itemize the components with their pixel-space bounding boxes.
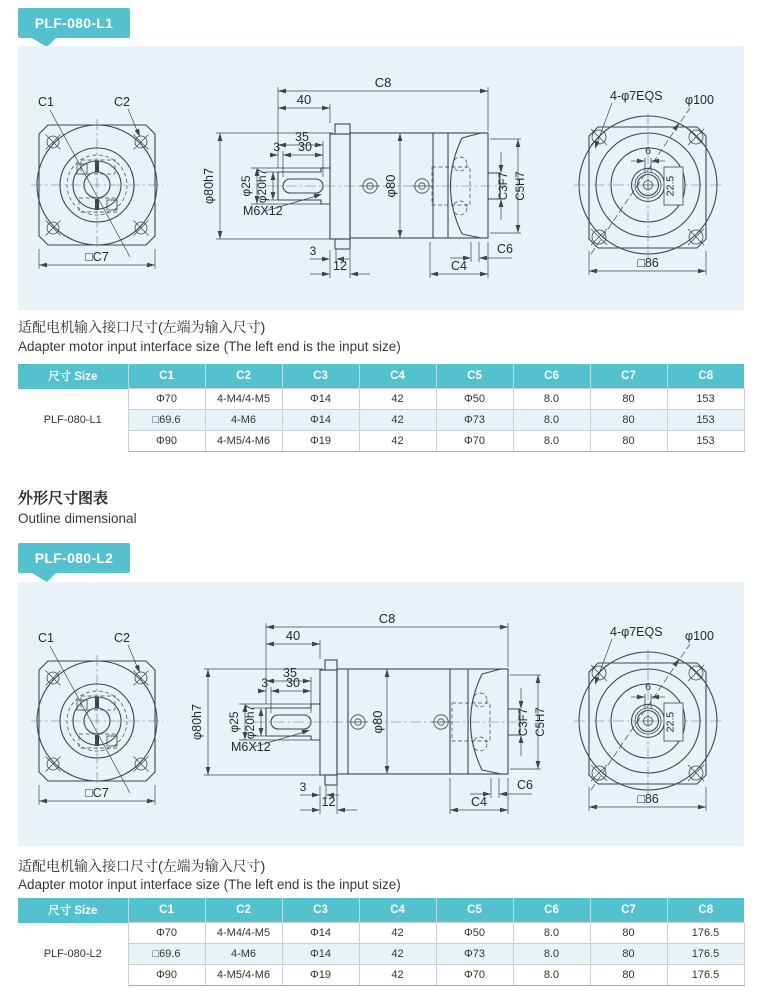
table-cell: 8.0 (513, 431, 590, 452)
subtitle-en-1: Adapter motor input interface size (The left end is the input size) (18, 339, 401, 354)
table-cell: 42 (359, 944, 436, 965)
table-cell: Φ50 (436, 389, 513, 410)
dimension-arrow (206, 767, 211, 775)
dimension-table-l1 (18, 364, 745, 452)
drawing-line (50, 110, 130, 257)
dimension-arrow (266, 642, 274, 647)
table-cell: 42 (359, 389, 436, 410)
dimension-arrow (312, 793, 320, 798)
label-phi80h7: φ80h7 (190, 704, 204, 740)
dimension-arrow (259, 728, 264, 736)
drawing-rect (337, 669, 508, 774)
column-header: C5 (436, 364, 513, 389)
drawing-rect (320, 670, 337, 775)
drawing-rect (330, 134, 350, 239)
dimension-arrow (337, 808, 345, 813)
dimension-arrow (271, 689, 279, 694)
dimension-arrow (147, 799, 155, 804)
subtitle-cn-1: 适配电机输入接口尺寸(左端为输入尺寸) (18, 319, 266, 335)
subtitle-cn-2: 适配电机输入接口尺寸(左端为输入尺寸) (18, 858, 266, 874)
column-header: C1 (128, 898, 205, 923)
technical-drawing-l1 (18, 46, 744, 310)
label-3-pilot: 3 (299, 780, 307, 794)
dimension-arrow (303, 689, 311, 694)
dimension-arrow (278, 89, 286, 94)
dimension-arrow (516, 225, 521, 233)
dimension-arrow (479, 256, 487, 261)
label-phi80h7: φ80h7 (202, 168, 216, 204)
column-header: C4 (359, 364, 436, 389)
table-cell: 4-M6 (205, 410, 282, 431)
table-cell: 176.5 (667, 965, 744, 986)
dimension-arrow (315, 153, 323, 158)
table-cell: 42 (359, 410, 436, 431)
front-view (31, 631, 163, 805)
table-cell: 80 (590, 389, 667, 410)
dimension-arrow (500, 625, 508, 630)
dimension-arrow (589, 269, 597, 274)
drawing-line (596, 103, 612, 146)
label-3-pilot: 3 (309, 244, 317, 258)
dimension-arrow (398, 133, 403, 141)
column-header: C8 (667, 898, 744, 923)
label-35: 35 (283, 666, 297, 680)
dimension-arrow (315, 143, 323, 148)
drawing-circle (473, 693, 487, 707)
label-c6: C6 (497, 242, 513, 256)
outline-heading-en: Outline dimensional (18, 511, 137, 526)
dimension-arrow (259, 708, 264, 716)
dimension-arrow (536, 675, 541, 683)
column-header: C3 (282, 364, 359, 389)
table-cell: 4-M5/4-M6 (205, 431, 282, 452)
label-c1: C1 (38, 95, 54, 109)
front-view (31, 95, 163, 269)
dimension-arrow (536, 761, 541, 769)
table-cell: Φ14 (282, 389, 359, 410)
dimension-arrow (147, 263, 155, 268)
label-square-c7: □C7 (85, 786, 109, 800)
label-4-phi7eqs: 4-φ7EQS (610, 625, 663, 639)
table-cell: 4-M4/4-M5 (205, 389, 282, 410)
table-cell: 4-M5/4-M6 (205, 965, 282, 986)
rear-view (574, 89, 722, 275)
model-badge-l2 (18, 543, 130, 573)
drawing-line (462, 234, 481, 238)
label-3-keyway: 3 (273, 140, 280, 154)
label-phi80: φ80 (370, 710, 385, 734)
table-cell: Φ14 (282, 410, 359, 431)
rear-view (574, 625, 722, 811)
drawing-line (596, 639, 612, 682)
drawing-rect (95, 161, 99, 172)
outline-heading-cn: 外形尺寸图表 (18, 490, 109, 507)
table-cell: 42 (359, 965, 436, 986)
drawing-circle (453, 157, 467, 171)
dimension-arrow (350, 272, 358, 277)
dimension-arrow (398, 230, 403, 238)
table-header-row (18, 364, 744, 389)
label-40: 40 (285, 628, 301, 643)
dimension-arrow (480, 89, 488, 94)
badge-tail (32, 573, 56, 582)
model-badge-l2-label: PLF-080-L2 (34, 550, 114, 566)
dimension-arrow (499, 792, 507, 797)
dimension-arrow (322, 257, 330, 262)
dimension-table-l2 (18, 898, 745, 986)
model-row-label: PLF-080-L1 (18, 389, 128, 452)
column-header: C3 (282, 898, 359, 923)
label-22-5: 22.5 (664, 711, 677, 733)
label-c4: C4 (471, 795, 487, 809)
label-c5h7: C5H7 (535, 707, 547, 737)
drawing-line (462, 133, 481, 138)
dimension-arrow (312, 808, 320, 813)
table-cell: Φ70 (436, 431, 513, 452)
drawing-rect (95, 735, 99, 746)
column-header: 尺寸 Size (18, 898, 128, 923)
drawing-rect (325, 775, 337, 785)
column-header: 尺寸 Size (18, 364, 128, 389)
dimension-arrow (322, 272, 330, 277)
column-header: C6 (513, 898, 590, 923)
side-view (190, 611, 547, 814)
drawing-rect (95, 697, 99, 708)
dimension-arrow (135, 665, 140, 673)
dimension-arrow (314, 194, 322, 199)
label-c5h7: C5H7 (515, 171, 527, 201)
table-header-row (18, 898, 744, 923)
drawing-panel-l2 (18, 582, 744, 846)
label-phi25: φ25 (227, 711, 241, 733)
table-cell: Φ70 (128, 389, 205, 410)
label-35: 35 (295, 130, 309, 144)
table-cell: 153 (667, 410, 744, 431)
table-cell: 176.5 (667, 923, 744, 944)
label-phi25: φ25 (239, 175, 253, 197)
label-12: 12 (333, 259, 347, 273)
table-cell: 80 (590, 431, 667, 452)
label-c2: C2 (114, 95, 130, 109)
table-cell: □69.6 (128, 410, 205, 431)
table-cell: 80 (590, 965, 667, 986)
table-cell: Φ90 (128, 965, 205, 986)
dimension-arrow (450, 808, 458, 813)
drawing-panel-l1 (18, 46, 744, 310)
label-6: 6 (645, 145, 651, 157)
dimension-arrow (430, 272, 438, 277)
table-cell: 153 (667, 431, 744, 452)
label-6: 6 (645, 681, 651, 693)
model-row-label: PLF-080-L2 (18, 923, 128, 986)
table-cell: 4-M6 (205, 944, 282, 965)
label-square-86: □86 (637, 792, 659, 806)
dimension-arrow (218, 133, 223, 141)
drawing-rect (95, 199, 99, 210)
column-header: C5 (436, 898, 513, 923)
drawing-rect (335, 124, 350, 134)
label-m6x12: M6X12 (243, 204, 283, 218)
label-c2: C2 (114, 631, 130, 645)
column-header: C2 (205, 898, 282, 923)
table-cell: 80 (590, 410, 667, 431)
label-square-c7: □C7 (85, 250, 109, 264)
table-cell: Φ50 (436, 923, 513, 944)
dimension-arrow (595, 677, 600, 685)
model-badge-l1-label: PLF-080-L1 (34, 15, 114, 31)
dimension-arrow (283, 153, 291, 158)
column-header: C2 (205, 364, 282, 389)
label-m6x12: M6X12 (231, 740, 271, 754)
dimension-arrow (218, 231, 223, 239)
label-c4: C4 (451, 259, 467, 273)
label-square-86: □86 (637, 256, 659, 270)
dimension-arrow (385, 669, 390, 677)
table-cell: 8.0 (513, 410, 590, 431)
table-cell: 42 (359, 923, 436, 944)
label-phi20h7: φ20h7 (255, 168, 269, 204)
dimension-arrow (266, 625, 274, 630)
label-4-phi7eqs: 4-φ7EQS (610, 89, 663, 103)
label-c6: C6 (517, 778, 533, 792)
dimension-arrow (516, 139, 521, 147)
dimension-arrow (39, 263, 47, 268)
dimension-arrow (322, 106, 330, 111)
dimension-arrow (312, 642, 320, 647)
table-cell: □69.6 (128, 944, 205, 965)
table-cell: Φ19 (282, 965, 359, 986)
table-cell: Φ70 (128, 923, 205, 944)
column-header: C6 (513, 364, 590, 389)
column-header: C8 (667, 364, 744, 389)
drawing-circle (453, 201, 467, 215)
label-c3f7: C3F7 (518, 707, 530, 737)
table-cell: 4-M4/4-M5 (205, 923, 282, 944)
dimension-arrow (698, 269, 706, 274)
column-header: C7 (590, 898, 667, 923)
label-3-keyway: 3 (261, 676, 268, 690)
drawing-rect (335, 239, 350, 249)
dimension-arrow (500, 808, 508, 813)
column-header: C1 (128, 364, 205, 389)
table-cell: Φ90 (128, 431, 205, 452)
dimension-arrow (302, 730, 310, 735)
dimension-arrow (271, 192, 276, 200)
table-cell: 80 (590, 923, 667, 944)
label-phi20h7: φ20h7 (243, 704, 257, 740)
label-c8: C8 (378, 611, 396, 626)
table-cell: Φ70 (436, 965, 513, 986)
table-cell: Φ73 (436, 944, 513, 965)
dimension-arrow (206, 669, 211, 677)
label-22-5: 22.5 (664, 175, 677, 197)
dimension-arrow (698, 805, 706, 810)
table-cell: Φ73 (436, 410, 513, 431)
dimension-arrow (480, 272, 488, 277)
dimension-arrow (589, 805, 597, 810)
table-cell: Φ19 (282, 431, 359, 452)
table-cell: 153 (667, 389, 744, 410)
dimension-arrow (637, 159, 645, 164)
label-c8: C8 (374, 75, 392, 90)
table-cell: 8.0 (513, 944, 590, 965)
drawing-line (482, 770, 501, 774)
label-c1: C1 (38, 631, 54, 645)
drawing-rect (325, 660, 337, 670)
table-cell: 8.0 (513, 965, 590, 986)
table-cell: Φ14 (282, 923, 359, 944)
column-header: C4 (359, 898, 436, 923)
dimension-arrow (278, 106, 286, 111)
table-cell: 80 (590, 944, 667, 965)
label-12: 12 (321, 795, 336, 809)
table-cell: 176.5 (667, 944, 744, 965)
label-phi80: φ80 (383, 174, 398, 198)
dimension-arrow (499, 165, 504, 173)
dimension-arrow (385, 766, 390, 774)
label-phi100: φ100 (685, 629, 714, 643)
table-row (18, 389, 744, 410)
model-badge-l1 (18, 8, 130, 38)
label-30: 30 (298, 140, 312, 154)
label-c3f7: C3F7 (498, 171, 510, 201)
column-header: C7 (590, 364, 667, 389)
drawing-circle (473, 737, 487, 751)
label-40: 40 (296, 92, 312, 107)
technical-drawing-l2 (18, 582, 744, 846)
dimension-arrow (637, 695, 645, 700)
table-row (18, 923, 744, 944)
dimension-arrow (135, 129, 140, 137)
drawing-line (50, 646, 130, 793)
label-30: 30 (286, 676, 300, 690)
table-cell: 8.0 (513, 389, 590, 410)
dimension-arrow (519, 701, 524, 709)
dimension-arrow (271, 172, 276, 180)
table-cell: 42 (359, 431, 436, 452)
table-cell: Φ14 (282, 944, 359, 965)
label-phi100: φ100 (685, 93, 714, 107)
subtitle-en-2: Adapter motor input interface size (The left end is the input size) (18, 877, 401, 892)
dimension-arrow (303, 679, 311, 684)
dimension-arrow (39, 799, 47, 804)
drawing-line (482, 669, 501, 674)
table-cell: 8.0 (513, 923, 590, 944)
dimension-arrow (595, 141, 600, 149)
side-view (202, 75, 527, 278)
